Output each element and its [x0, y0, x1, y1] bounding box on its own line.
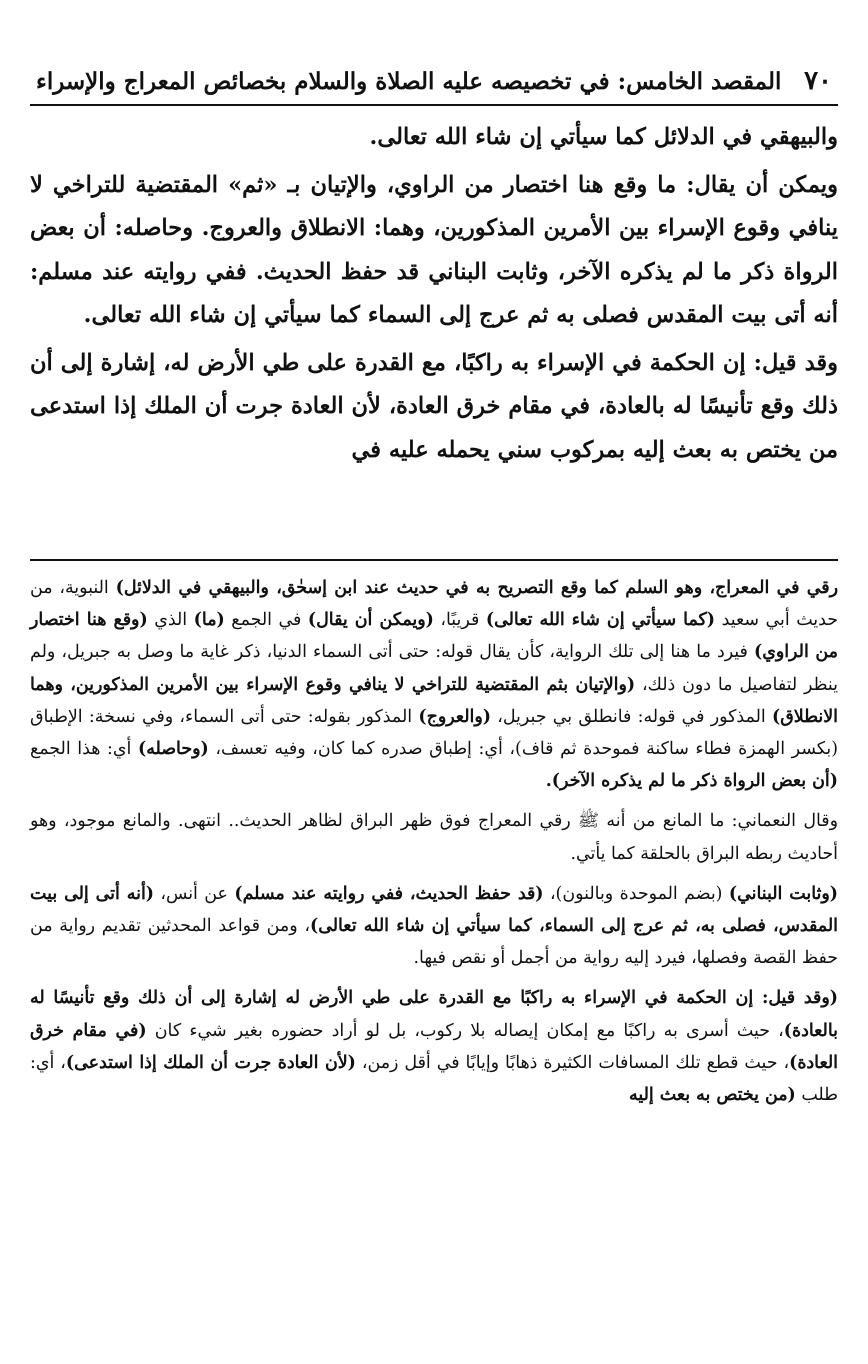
main-paragraph: والبيهقي في الدلائل كما سيأتي إن شاء الله تعالى. [369, 124, 838, 150]
quoted-text: (وقد قيل: إن الحكمة في الإسراء به راكبًا مع القدرة على طي الأرض له إشارة إلى أن ذلك وقع تأنيسًا له بالعادة) [30, 988, 838, 1041]
page-header [30, 58, 838, 106]
section-divider [30, 559, 838, 561]
commentary-text: ، حيث قطع تلك المسافات الكثيرة ذهابًا وإيابًا في أقل زمن، [355, 1052, 790, 1073]
commentary-paragraph [30, 982, 838, 1111]
commentary [30, 572, 838, 1352]
commentary-text: عن أنس، [154, 883, 235, 904]
main-paragraph: وقد قيل: إن الحكمة في الإسراء به راكبًا، مع القدرة على طي الأرض له، إشارة إلى أن ذلك وقع تأنيسًا له بالعادة، في مقام خرق العادة، لأن العادة جرت أن الملك إذا استدعى من يختص به بعث إليه بمركوب سني يحمله عليه في [30, 349, 838, 463]
quoted-text: (أنه أتى إلى بيت المقدس، فصلى به، ثم عرج إلى السماء، كما سيأتي إن شاء الله تعالى) [30, 883, 838, 937]
quoted-text: (أن بعض الرواة ذكر ما لم يذكره الآخر). [545, 771, 838, 792]
quoted-text: (لأن العادة جرت أن الملك إذا استدعى) [65, 1052, 356, 1073]
running-title: المقصد الخامس: في تخصيصه عليه الصلاة والسلام بخصائص المعراج والإسراء [36, 67, 782, 95]
quoted-text: (والعروج) [418, 706, 491, 727]
commentary-text: أي: هذا الجمع [30, 739, 138, 760]
quoted-text: (في مقام خرق العادة) [30, 1020, 838, 1073]
quoted-text: (وقع هنا اختصار من الراوي) [30, 610, 838, 663]
commentary-text: النبوية، من حديث أبي سعيد [30, 578, 839, 631]
quoted-text: (ويمكن أن يقال) [307, 610, 434, 631]
commentary-text: ، حيث أسرى به راكبًا مع إمكان إيصاله بلا ركوب، بل لو أراد حضوره بغير شيء كان [146, 1020, 784, 1041]
commentary-paragraph: وقال النعماني: ما المانع من أنه ﷺ رقي المعراج فوق ظهر البراق لظاهر الحديث.. انتهى. والمانع موجود، وهو أحاديث ربطه البراق بالحلقة كما يأتي. [30, 811, 838, 864]
commentary-text: قريبًا، [433, 610, 486, 631]
quoted-text: (من يختص به بعث إليه [629, 1085, 796, 1106]
book-page [30, 0, 838, 1364]
quoted-text: (وحاصله) [137, 739, 209, 760]
quoted-text: (ما) [193, 610, 225, 631]
commentary-text: فيرد ما هنا إلى تلك الرواية، كأن يقال قوله: حتى أتى السماء الدنيا، ذكر غاية ما وصل به جبريل، ولم ينظر لتفاصيل ما دون ذلك، [30, 642, 838, 695]
commentary-text: ، ومن قواعد المحدثين تقديم رواية من حفظ القصة وفصلها، فيرد إليه رواية من أجمل أو نقص فيها. [30, 916, 838, 969]
main-paragraph: ويمكن أن يقال: ما وقع هنا اختصار من الراوي، والإتيان بـ «ثم» المقتضية للتراخي لا ينافي وقوع الإسراء بين الأمرين المذكورين، وهما: الانطلاق والعروج. وحاصله: أن بعض الرواة ذكر ما لم يذكره الآخر، وثابت البناني قد حفظ الحديث. ففي روايته عند مسلم: أنه أتى بيت المقدس فصلى به ثم عرج إلى السماء كما سيأتي إن شاء الله تعالى. [30, 171, 838, 328]
page-number: ٧٠ [804, 66, 832, 96]
commentary-text: (بضم الموحدة وبالنون)، [543, 883, 729, 904]
quoted-text: (قد حفظ الحديث، ففي روايته عند مسلم) [234, 883, 544, 904]
quoted-text: (كما سيأتي إن شاء الله تعالى) [485, 610, 716, 631]
commentary-text: ، أي: طلب [30, 1052, 838, 1106]
commentary-text: الذي [147, 610, 194, 631]
commentary-text: المذكور بقوله: حتى أتى السماء، وفي نسخة: الإطباق (بكسر الهمزة فطاء ساكنة فموحدة ثم قاف)، أي: إطباق صدره كما كان، وفيه تعسف، [30, 706, 838, 760]
main-text [30, 116, 838, 536]
commentary-text: في الجمع [224, 610, 308, 631]
commentary-paragraph [30, 878, 838, 975]
commentary-text: المذكور في قوله: فانطلق بي جبريل، [490, 706, 773, 727]
quoted-text: (والإتيان بثم المقتضية للتراخي لا ينافي وقوع الإسراء بين الأمرين المذكورين، وهما الانطلاق) [30, 674, 838, 727]
quoted-text: رقي في المعراج، وهو السلم كما وقع التصريح به في حديث عند ابن إسحٰق، والبيهقي في الدلائل) [115, 578, 838, 598]
quoted-text: (وثابت البناني) [728, 883, 838, 904]
commentary-paragraph [30, 572, 838, 797]
